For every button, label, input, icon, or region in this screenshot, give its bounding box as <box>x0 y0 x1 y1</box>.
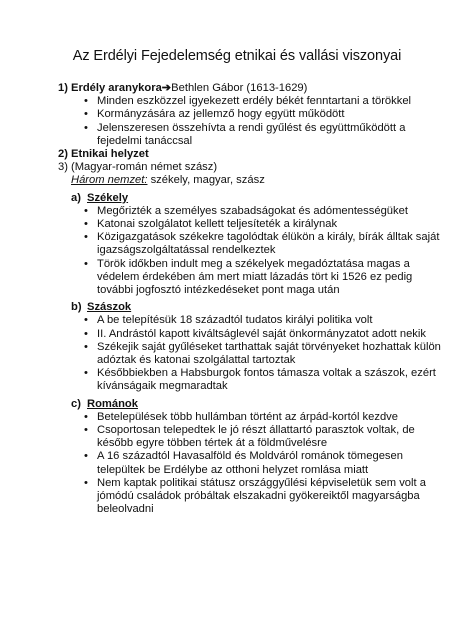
bullet-icon: • <box>84 424 88 437</box>
subsection-bullet-text: Megőrizték a személyes szabadságokat és adómentességüket <box>97 204 408 217</box>
section-3-line: (Magyar-román német szász) <box>71 161 218 174</box>
section-1-number: 1) <box>58 82 68 94</box>
subsection-bullet-list <box>0 314 474 393</box>
arrow-right-icon: ➔ <box>161 82 172 94</box>
subsection-bullet-list <box>0 411 474 517</box>
subsection-label: b) <box>71 301 82 314</box>
bullet-icon: • <box>84 314 88 327</box>
subsection-bullet-text: Katonai szolgálatot kellett teljesíteték a királynak <box>97 218 338 231</box>
subsection-bullet-item <box>0 367 442 393</box>
subsection-bullet-text: Csoportosan telepedtek le jó részt állattartó parasztok voltak, de később egyre többen tértek át a földművelésre <box>97 424 415 450</box>
subsection-bullet-item <box>0 450 442 476</box>
subsection-bullet-item <box>0 411 442 424</box>
section-1-bullet-text: Jelenszeresen összehívta a rendi gyűlést és együttműködött a fejedelmi tanáccsal <box>97 121 406 147</box>
bullet-icon: • <box>84 257 88 270</box>
section-1-subtitle: Bethlen Gábor (1613-1629) <box>171 82 308 94</box>
subsections <box>0 192 474 517</box>
subsection-heading <box>0 398 474 411</box>
subsection-bullet-text: Török időkben indult meg a székelyek megadóztatása magas a védelem érdekében ám mert miatt lázadás tört ki 1526 ez pedig további jogfosztó intézkedéseket pont maga után <box>97 257 413 297</box>
bullet-icon: • <box>84 204 88 217</box>
section-1-title: Erdély aranykora <box>71 82 162 94</box>
section-1-bullet-text: Minden eszközzel igyekezett erdély békét fenntartani a törökkel <box>97 95 412 108</box>
subsection-bullet-item <box>0 314 442 327</box>
section-2-heading <box>0 148 474 161</box>
bullet-icon: • <box>84 121 88 134</box>
subsection-title: Szászok <box>87 301 132 314</box>
bullet-icon: • <box>84 410 88 423</box>
subsection-label: c) <box>71 397 81 410</box>
document-body <box>0 82 474 517</box>
subsection-title: Székely <box>87 191 129 204</box>
bullet-icon: • <box>84 95 88 108</box>
section-2-title: Etnikai helyzet <box>71 148 149 161</box>
section-1-heading <box>0 82 474 95</box>
subsection-bullet-text: Betelepülések több hullámban történt az árpád-kortól kezdve <box>97 410 399 423</box>
subsection-bullet-text: Székejik saját gyűléseket tarthattak saját törvényeket hozhattak külön adóztak és katonai szolgálattal tartoztak <box>97 340 441 367</box>
subsection-heading <box>0 192 474 205</box>
subsection-bullet-list <box>0 205 474 297</box>
subsection-bullet-item <box>0 218 442 231</box>
subsection-bullet-item <box>0 231 442 257</box>
subsection-bullet-item <box>0 205 442 218</box>
bullet-icon: • <box>84 231 88 244</box>
subsection-bullet-text: Nem kaptak politikai státusz országgyűlési képviseletük sem volt a jómódú családok próbáltak elszakadni gyökereiktől magyarságba beleolvadni <box>97 476 426 516</box>
section-1-bullet-list <box>0 95 474 148</box>
subsection-title: Románok <box>87 397 138 410</box>
nations-line <box>0 174 474 187</box>
document-title: Az Erdélyi Fejedelemség etnikai és vallási viszonyai <box>72 48 402 64</box>
section-3-heading <box>0 161 474 174</box>
bullet-icon: • <box>84 108 88 121</box>
subsection-label: a) <box>71 191 81 204</box>
subsection-heading <box>0 301 474 314</box>
section-1-bullet-item <box>0 95 442 108</box>
subsection-bullet-text: Későbbiekben a Habsburgok fontos támasza voltak a szászok, ezért kívánságaik megmaradtak <box>97 367 436 393</box>
section-1-bullet-item <box>0 108 442 121</box>
section-1-bullet-item <box>0 122 442 148</box>
bullet-icon: • <box>84 340 88 353</box>
bullet-icon: • <box>84 476 88 489</box>
subsection-bullet-item <box>0 328 442 341</box>
section-2-number: 2) <box>58 148 68 161</box>
subsection-bullet-item <box>0 341 442 367</box>
subsection-bullet-text: Közigazgatások székekre tagolódtak élükön a király, bírák álltak saját igazságszolgáltatással rendelkeztek <box>97 231 440 257</box>
section-1-bullet-text: Kormányzására az jellemző hogy együtt működött <box>97 108 345 121</box>
nations-label: Három nemzet: <box>71 174 148 187</box>
subsection-bullet-item <box>0 477 442 517</box>
subsection-bullet-item <box>0 258 442 298</box>
bullet-icon: • <box>84 367 88 380</box>
section-3-number: 3) <box>58 161 68 174</box>
subsection-bullet-text: II. Andrástól kapott kiváltságlevél saját önkormányzatot adott nekik <box>97 327 426 340</box>
subsection-bullet-text: A 16 századtól Havasalföld és Moldváról románok tömegesen települtek be Erdélybe az otthoni helyzet romlása miatt <box>97 450 403 476</box>
bullet-icon: • <box>84 327 88 340</box>
subsection-bullet-text: A be telepítésük 18 századtól tudatos királyi politika volt <box>97 314 373 327</box>
bullet-icon: • <box>84 450 88 463</box>
subsection-bullet-item <box>0 424 442 450</box>
nations-list: székely, magyar, szász <box>147 174 265 187</box>
bullet-icon: • <box>84 218 88 231</box>
